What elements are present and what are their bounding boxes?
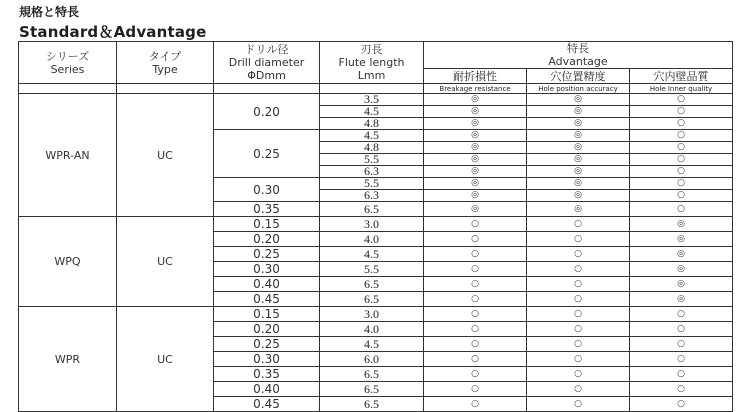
- flute-length-cell: 6.5: [320, 382, 424, 397]
- quality-rating-cell: ○: [630, 178, 733, 190]
- flute-length-cell: 5.5: [320, 262, 424, 277]
- header-breakage-resistance-en: Breakage resistance: [424, 84, 527, 94]
- flute-length-cell: 6.5: [320, 367, 424, 382]
- breakage-rating-cell: ◎: [424, 106, 527, 118]
- flute-length-cell: 4.5: [320, 106, 424, 118]
- quality-rating-cell: ○: [630, 142, 733, 154]
- quality-rating-cell: ○: [630, 202, 733, 217]
- header-type: タイプ Type: [117, 42, 214, 84]
- quality-rating-cell: ○: [630, 337, 733, 352]
- quality-rating-cell: ○: [630, 307, 733, 322]
- drill-diameter-cell: 0.25: [214, 247, 320, 262]
- breakage-rating-cell: ◎: [424, 202, 527, 217]
- flute-length-cell: 4.0: [320, 322, 424, 337]
- flute-length-cell: 3.0: [320, 217, 424, 232]
- position-rating-cell: ○: [527, 307, 630, 322]
- drill-diameter-cell: 0.20: [214, 322, 320, 337]
- position-rating-cell: ◎: [527, 166, 630, 178]
- drill-diameter-cell: 0.30: [214, 178, 320, 202]
- header-hole-quality-en: Hole Inner quality: [630, 84, 733, 94]
- header-spacer: [117, 84, 214, 94]
- quality-rating-cell: ◎: [630, 232, 733, 247]
- breakage-rating-cell: ◎: [424, 94, 527, 106]
- header-advantage: 特長 Advantage: [424, 42, 733, 69]
- type-cell: UC: [117, 307, 214, 412]
- position-rating-cell: ○: [527, 247, 630, 262]
- header-hole-position-en: Hole position accuracy: [527, 84, 630, 94]
- quality-rating-cell: ◎: [630, 292, 733, 307]
- breakage-rating-cell: ○: [424, 307, 527, 322]
- position-rating-cell: ○: [527, 397, 630, 412]
- header-spacer: [320, 84, 424, 94]
- flute-length-cell: 4.0: [320, 232, 424, 247]
- flute-length-cell: 6.5: [320, 277, 424, 292]
- position-rating-cell: ○: [527, 352, 630, 367]
- drill-diameter-cell: 0.20: [214, 232, 320, 247]
- quality-rating-cell: ○: [630, 322, 733, 337]
- flute-length-cell: 4.8: [320, 142, 424, 154]
- table-body: [19, 94, 733, 412]
- breakage-rating-cell: ◎: [424, 178, 527, 190]
- position-rating-cell: ◎: [527, 154, 630, 166]
- flute-length-cell: 6.5: [320, 397, 424, 412]
- flute-length-cell: 4.5: [320, 337, 424, 352]
- breakage-rating-cell: ○: [424, 277, 527, 292]
- drill-diameter-cell: 0.40: [214, 277, 320, 292]
- drill-diameter-cell: 0.45: [214, 397, 320, 412]
- quality-rating-cell: ○: [630, 367, 733, 382]
- breakage-rating-cell: ○: [424, 352, 527, 367]
- flute-length-cell: 5.5: [320, 178, 424, 190]
- breakage-rating-cell: ○: [424, 232, 527, 247]
- breakage-rating-cell: ◎: [424, 166, 527, 178]
- drill-diameter-cell: 0.30: [214, 262, 320, 277]
- position-rating-cell: ○: [527, 322, 630, 337]
- breakage-rating-cell: ○: [424, 337, 527, 352]
- quality-rating-cell: ○: [630, 130, 733, 142]
- position-rating-cell: ○: [527, 277, 630, 292]
- drill-diameter-cell: 0.40: [214, 382, 320, 397]
- table-row: [19, 94, 733, 106]
- type-cell: UC: [117, 217, 214, 307]
- position-rating-cell: ◎: [527, 202, 630, 217]
- quality-rating-cell: ○: [630, 106, 733, 118]
- quality-rating-cell: ○: [630, 190, 733, 202]
- flute-length-cell: 6.3: [320, 190, 424, 202]
- position-rating-cell: ○: [527, 217, 630, 232]
- quality-rating-cell: ○: [630, 397, 733, 412]
- position-rating-cell: ○: [527, 262, 630, 277]
- series-cell: WPR: [19, 307, 117, 412]
- header-spacer: [19, 84, 117, 94]
- position-rating-cell: ○: [527, 292, 630, 307]
- quality-rating-cell: ○: [630, 154, 733, 166]
- flute-length-cell: 3.5: [320, 94, 424, 106]
- flute-length-cell: 6.5: [320, 202, 424, 217]
- breakage-rating-cell: ○: [424, 292, 527, 307]
- header-hole-quality-jp: 穴内壁品質: [630, 69, 733, 84]
- drill-diameter-cell: 0.15: [214, 307, 320, 322]
- series-cell: WPQ: [19, 217, 117, 307]
- drill-diameter-cell: 0.45: [214, 292, 320, 307]
- header-series: シリーズ Series: [19, 42, 117, 84]
- table-header: [19, 42, 733, 94]
- header-spacer: [214, 84, 320, 94]
- position-rating-cell: ○: [527, 382, 630, 397]
- quality-rating-cell: ◎: [630, 277, 733, 292]
- flute-length-cell: 6.0: [320, 352, 424, 367]
- breakage-rating-cell: ○: [424, 397, 527, 412]
- series-cell: WPR-AN: [19, 94, 117, 217]
- quality-rating-cell: ○: [630, 166, 733, 178]
- position-rating-cell: ◎: [527, 178, 630, 190]
- table-row: [19, 217, 733, 232]
- drill-diameter-cell: 0.25: [214, 337, 320, 352]
- position-rating-cell: ◎: [527, 190, 630, 202]
- flute-length-cell: 6.3: [320, 166, 424, 178]
- quality-rating-cell: ◎: [630, 262, 733, 277]
- table-row: [19, 307, 733, 322]
- breakage-rating-cell: ○: [424, 262, 527, 277]
- quality-rating-cell: ○: [630, 94, 733, 106]
- drill-diameter-cell: 0.25: [214, 130, 320, 178]
- drill-diameter-cell: 0.15: [214, 217, 320, 232]
- breakage-rating-cell: ○: [424, 382, 527, 397]
- header-breakage-resistance-jp: 耐折損性: [424, 69, 527, 84]
- breakage-rating-cell: ◎: [424, 142, 527, 154]
- drill-diameter-cell: 0.20: [214, 94, 320, 130]
- breakage-rating-cell: ○: [424, 217, 527, 232]
- position-rating-cell: ◎: [527, 94, 630, 106]
- breakage-rating-cell: ◎: [424, 190, 527, 202]
- drill-diameter-cell: 0.35: [214, 202, 320, 217]
- position-rating-cell: ○: [527, 232, 630, 247]
- drill-diameter-cell: 0.35: [214, 367, 320, 382]
- quality-rating-cell: ○: [630, 118, 733, 130]
- breakage-rating-cell: ○: [424, 322, 527, 337]
- header-flute-length: 刃長 Flute length Lmm: [320, 42, 424, 84]
- header-hole-position-jp: 穴位置精度: [527, 69, 630, 84]
- breakage-rating-cell: ◎: [424, 154, 527, 166]
- position-rating-cell: ◎: [527, 106, 630, 118]
- drill-diameter-cell: 0.30: [214, 352, 320, 367]
- flute-length-cell: 4.5: [320, 247, 424, 262]
- flute-length-cell: 5.5: [320, 154, 424, 166]
- quality-rating-cell: ○: [630, 352, 733, 367]
- breakage-rating-cell: ○: [424, 367, 527, 382]
- position-rating-cell: ◎: [527, 118, 630, 130]
- flute-length-cell: 3.0: [320, 307, 424, 322]
- position-rating-cell: ○: [527, 367, 630, 382]
- spec-table: [18, 41, 733, 412]
- breakage-rating-cell: ◎: [424, 130, 527, 142]
- quality-rating-cell: ○: [630, 382, 733, 397]
- position-rating-cell: ○: [527, 337, 630, 352]
- quality-rating-cell: ◎: [630, 247, 733, 262]
- breakage-rating-cell: ○: [424, 247, 527, 262]
- flute-length-cell: 4.5: [320, 130, 424, 142]
- breakage-rating-cell: ◎: [424, 118, 527, 130]
- position-rating-cell: ◎: [527, 130, 630, 142]
- section-title-jp: 規格と特長: [19, 5, 80, 19]
- header-drill-diameter: ドリル径 Drill diameter ΦDmm: [214, 42, 320, 84]
- position-rating-cell: ◎: [527, 142, 630, 154]
- quality-rating-cell: ◎: [630, 217, 733, 232]
- type-cell: UC: [117, 94, 214, 217]
- flute-length-cell: 4.8: [320, 118, 424, 130]
- flute-length-cell: 6.5: [320, 292, 424, 307]
- section-title-en: Standard＆Advantage: [19, 23, 207, 41]
